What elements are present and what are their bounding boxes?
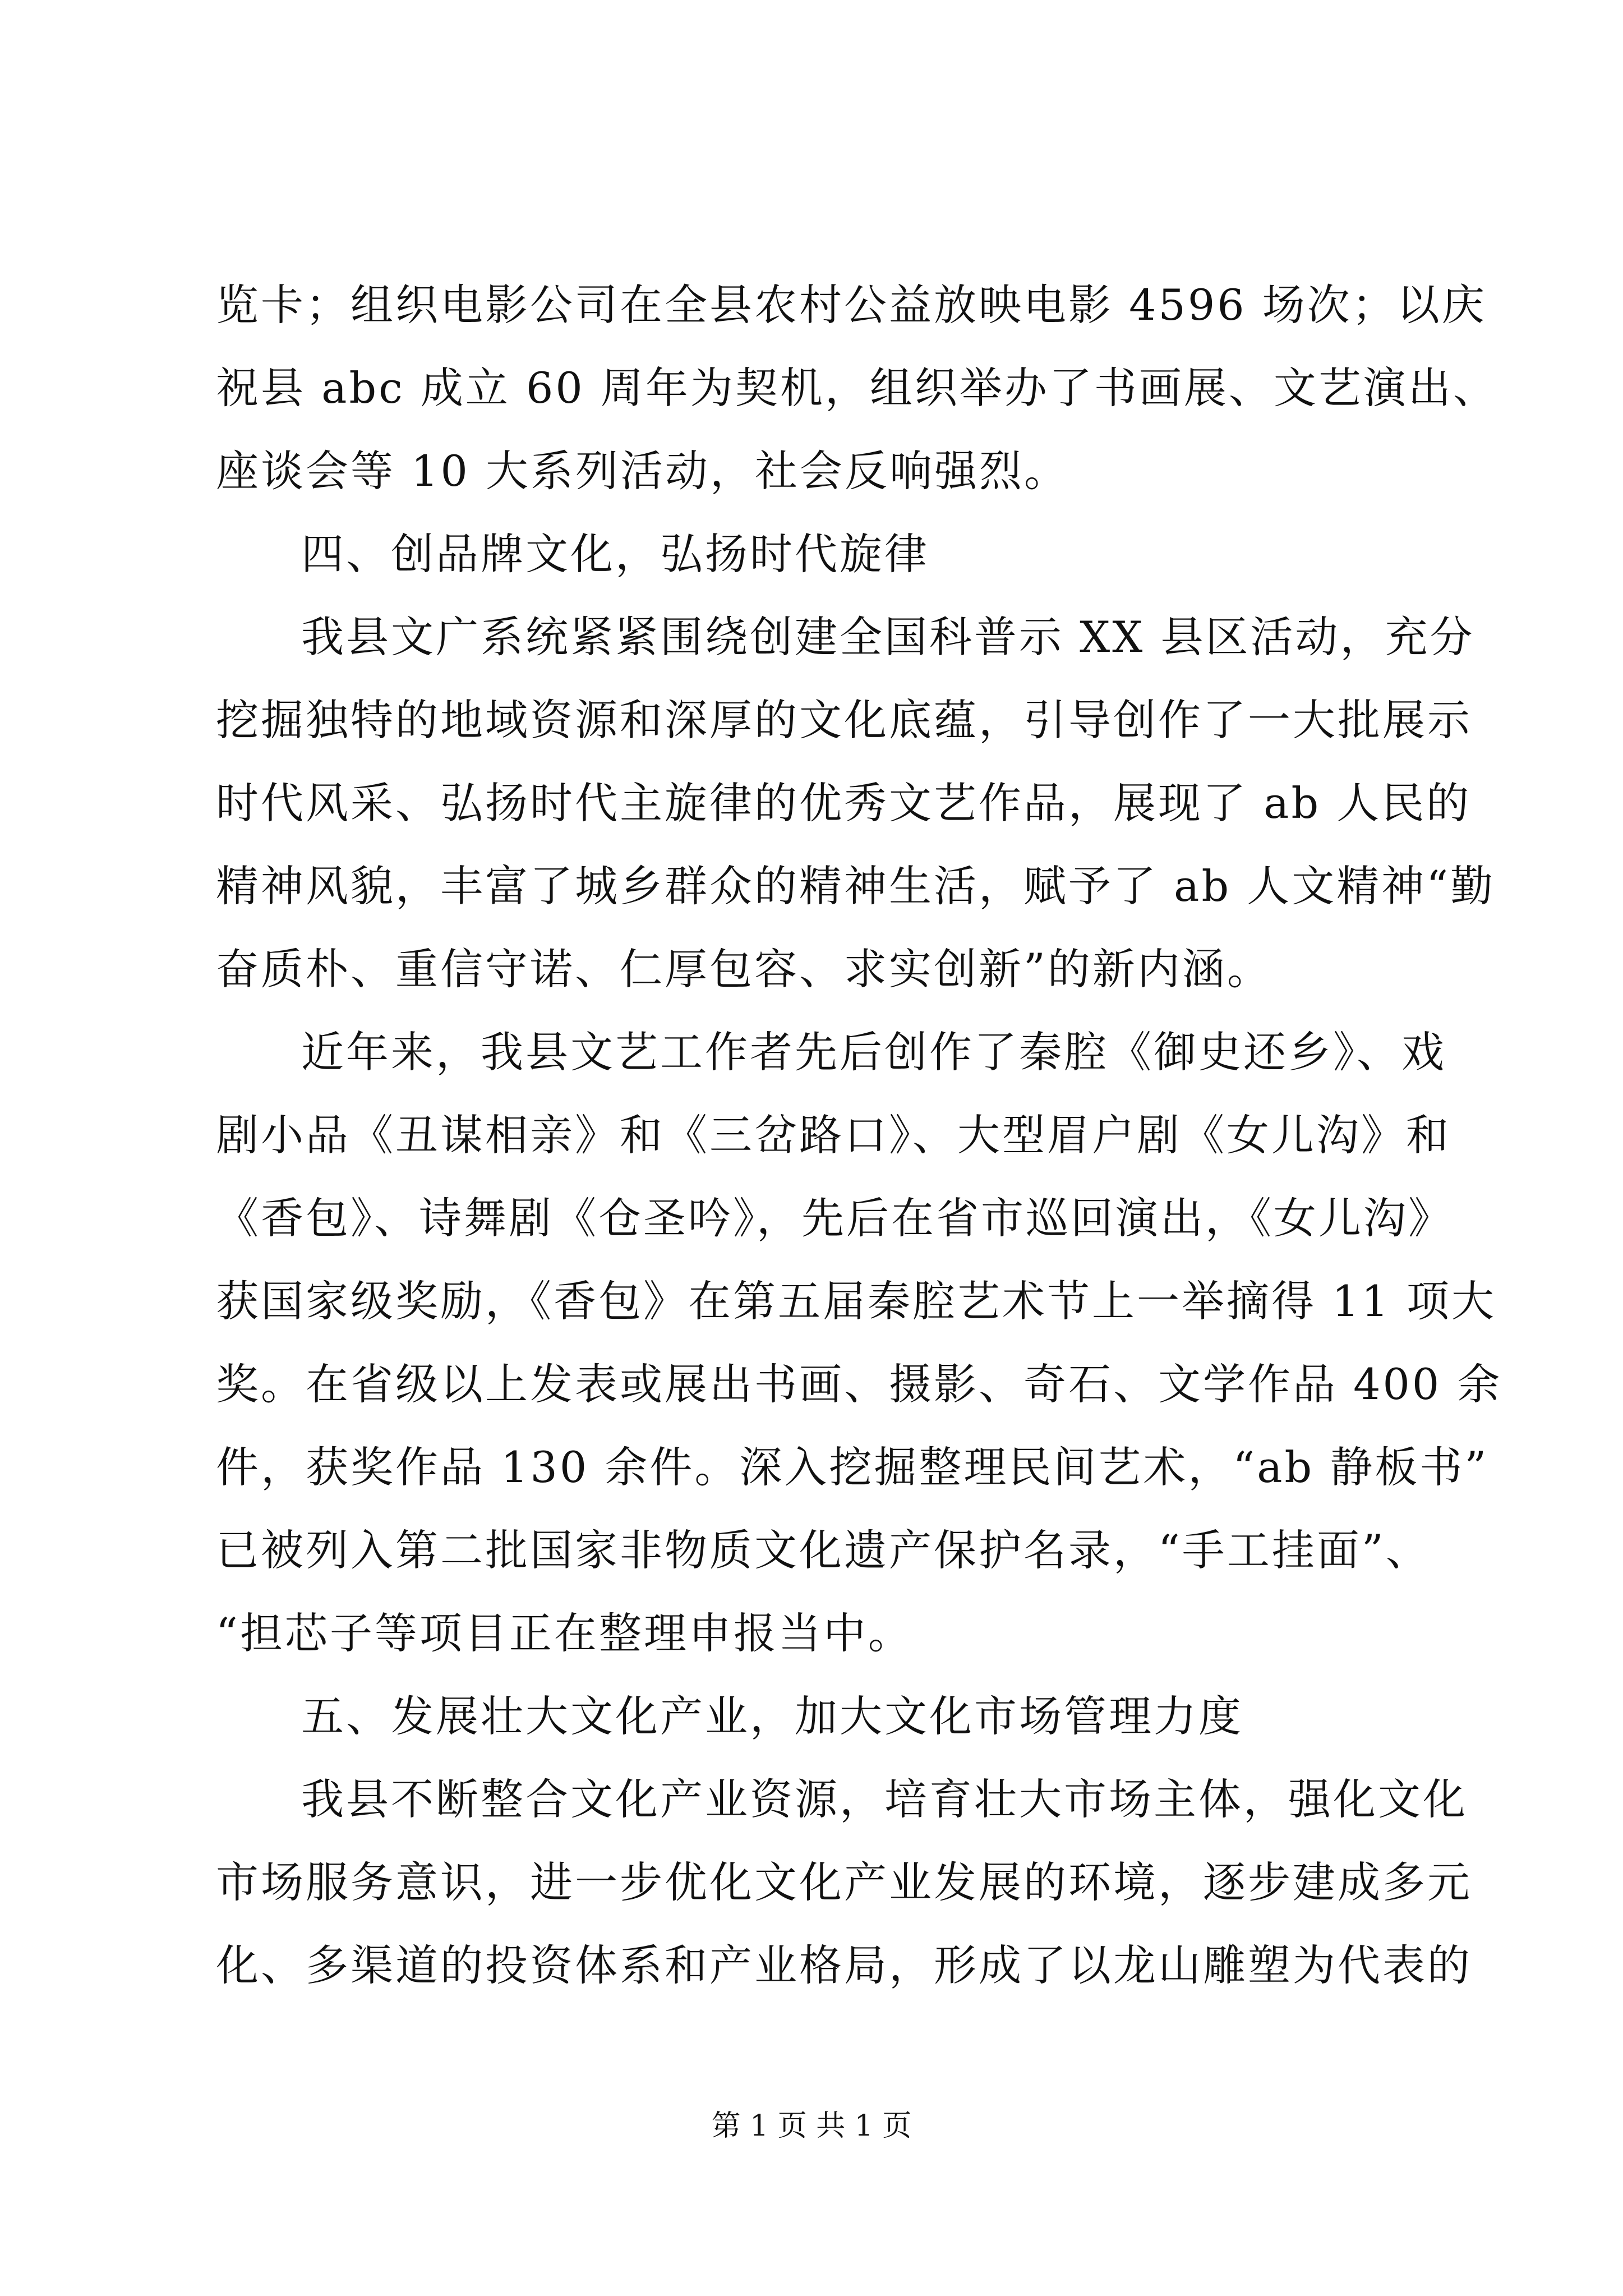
text-line: 精神风貌，丰富了城乡群众的精神生活，赋予了 ab 人文精神“勤: [216, 861, 1496, 911]
text-line: 祝县 abc 成立 60 周年为契机，组织举办了书画展、文艺演出、: [216, 363, 1498, 413]
text-line: 我县不断整合文化产业资源，培育壮大市场主体，强化文化: [301, 1774, 1468, 1824]
text-line: 时代风采、弘扬时代主旋律的优秀文艺作品，展现了 ab 人民的: [216, 778, 1472, 828]
text-line: 获国家级奖励，《香包》在第五届秦腔艺术节上一举摘得 11 项大: [216, 1276, 1497, 1326]
text-line: 奋质朴、重信守诺、仁厚包容、求实创新”的新内涵。: [216, 944, 1272, 994]
text-line: 化、多渠道的投资体系和产业格局，形成了以龙山雕塑为代表的: [216, 1940, 1472, 1990]
text-line: 《香包》、诗舞剧《仓圣吟》，先后在省市巡回演出，《女儿沟》: [216, 1193, 1453, 1243]
text-line: 剧小品《丑谋相亲》和《三岔路口》、大型眉户剧《女儿沟》和: [216, 1110, 1451, 1160]
text-line: 近年来，我县文艺工作者先后创作了秦腔《御史还乡》、戏: [301, 1027, 1446, 1077]
text-line: 件，获奖作品 130 余件。深入挖掘整理民间艺术，“ab 静板书”: [216, 1442, 1489, 1492]
text-line: “担芯子等项目正在整理申报当中。: [216, 1608, 913, 1658]
text-line: 已被列入第二批国家非物质文化遗产保护名录，“手工挂面”、: [216, 1525, 1431, 1575]
page-footer: 第 1 页 共 1 页: [711, 2109, 912, 2143]
text-line: 我县文广系统紧紧围绕创建全国科普示 XX 县区活动，充分: [301, 612, 1475, 662]
section-heading: 四、创品牌文化，弘扬时代旋律: [301, 529, 929, 579]
text-line: 市场服务意识，进一步优化文化产业发展的环境，逐步建成多元: [216, 1857, 1472, 1907]
text-line: 览卡；组织电影公司在全县农村公益放映电影 4596 场次；以庆: [216, 280, 1487, 330]
text-line: 座谈会等 10 大系列活动，社会反响强烈。: [216, 446, 1069, 496]
text-line: 挖掘独特的地域资源和深厚的文化底蕴，引导创作了一大批展示: [216, 695, 1472, 745]
text-line: 奖。在省级以上发表或展出书画、摄影、奇石、文学作品 400 余: [216, 1359, 1502, 1409]
section-heading: 五、发展壮大文化产业，加大文化市场管理力度: [301, 1691, 1243, 1741]
document-body: [216, 264, 1502, 2007]
